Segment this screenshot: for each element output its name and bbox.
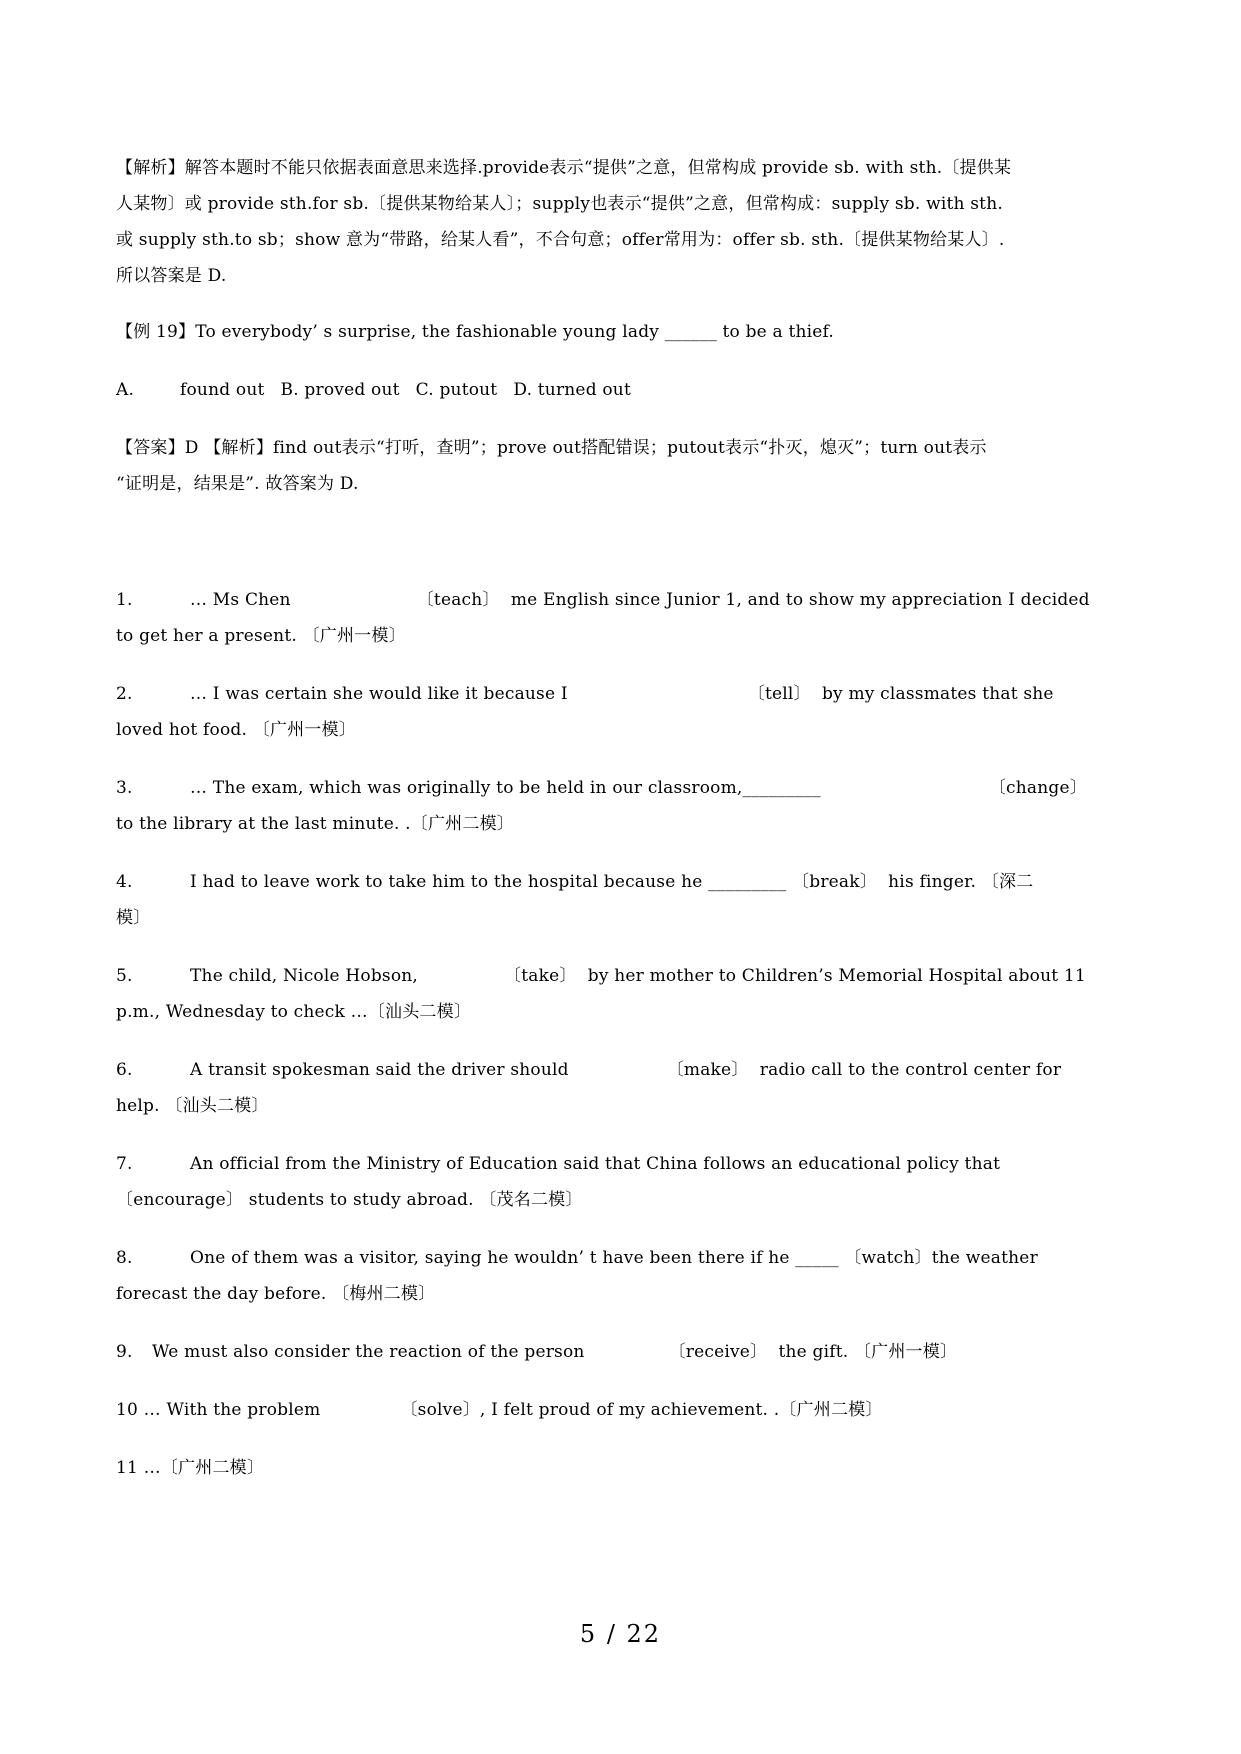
item-text: … The exam, which was originally to be held in our classroom, <box>190 778 743 798</box>
item-number: 1. <box>116 590 133 610</box>
exercise-item <box>116 582 1116 654</box>
option-a: found out <box>180 380 265 400</box>
item-text: his finger. 〔深二 <box>888 872 1034 892</box>
item-number: 11 <box>116 1458 139 1478</box>
page-number: 5 / 22 <box>579 1620 662 1648</box>
exercise-item <box>116 958 1116 1030</box>
analysis-line: 人某物〕或 provide sth.for sb.〔提供某物给某人〕；supply也表示“提供”之意，但常构成：supply sb. with sth. <box>116 194 1003 214</box>
item-text: I had to leave work to take him to the hospital because he <box>190 872 703 892</box>
item-line2: to get her a present. 〔广州一模〕 <box>116 626 406 646</box>
item-hint: 〔break〕 <box>792 872 877 892</box>
option-c: C. putout <box>415 380 498 400</box>
item-hint: 〔receive〕 <box>668 1342 768 1362</box>
item-hint: 〔change〕 <box>988 778 1087 798</box>
item-text: radio call to the control center for <box>759 1060 1062 1080</box>
item-text: …〔广州二模〕 <box>143 1458 265 1478</box>
exercise-item <box>116 676 1116 748</box>
item-hint: 〔solve〕 <box>400 1400 480 1420</box>
item-text: me English since Junior 1, and to show my appreciation I decided <box>510 590 1090 610</box>
answer-line: 【答案】D 【解析】find out表示“打听，查明”；prove out搭配错误；putout表示“扑灭，熄灭”；turn out表示 <box>116 438 987 458</box>
analysis-block <box>116 150 1116 294</box>
item-text: A transit spokesman said the driver should <box>190 1060 569 1080</box>
answer-blank: _________ <box>742 778 821 798</box>
item-number: 7. <box>116 1154 133 1174</box>
item-line2: to the library at the last minute. .〔广州二模〕 <box>116 814 514 834</box>
exercise-item <box>116 1334 1116 1370</box>
exercise-item <box>116 1240 1116 1312</box>
item-text: … I was certain she would like it because I <box>190 684 568 704</box>
section-spacer <box>116 524 1116 582</box>
item-line2: p.m., Wednesday to check …〔汕头二模〕 <box>116 1002 472 1022</box>
exercise-item <box>116 1450 1116 1486</box>
item-text: the gift. 〔广州一模〕 <box>778 1342 958 1362</box>
item-number: 4. <box>116 872 133 892</box>
analysis-line: 所以答案是 D. <box>116 266 227 286</box>
analysis-line: 【解析】解答本题时不能只依据表面意思来选择.provide表示“提供”之意，但常构成 provide sb. with sth.〔提供某 <box>116 158 1012 178</box>
answer-blank: _________ <box>708 872 787 892</box>
item-text: One of them was a visitor, saying he wouldn’ t have been there if he <box>190 1248 790 1268</box>
option-d: D. turned out <box>513 380 631 400</box>
example-answer <box>116 430 1116 502</box>
example-question: 【例 19】To everybody’ s surprise, the fashionable young lady ______ to be a thief. <box>116 322 835 342</box>
analysis-line: 或 supply sth.to sb；show 意为“带路，给某人看”，不合句意；offer常用为：offer sb. sth.〔提供某物给某人〕. <box>116 230 1005 250</box>
item-hint: 〔take〕 <box>504 966 577 986</box>
exercise-item <box>116 864 1116 936</box>
exercise-item <box>116 770 1116 842</box>
item-line2: 模〕 <box>116 908 151 928</box>
item-hint: 〔teach〕 <box>416 590 500 610</box>
item-line2: forecast the day before. 〔梅州二模〕 <box>116 1284 436 1304</box>
option-a-letter: A. <box>116 380 135 400</box>
answer-blank: _____ <box>795 1248 839 1268</box>
item-line2: loved hot food. 〔广州一模〕 <box>116 720 356 740</box>
item-number: 2. <box>116 684 133 704</box>
item-text: … Ms Chen <box>190 590 291 610</box>
exercise-item <box>116 1392 1116 1428</box>
item-hint: 〔tell〕 <box>747 684 811 704</box>
item-number: 10 <box>116 1400 139 1420</box>
option-b: B. proved out <box>280 380 400 400</box>
item-hint: 〔watch〕 <box>844 1248 932 1268</box>
item-text: by her mother to Children’s Memorial Hospital about 11 <box>587 966 1086 986</box>
item-hint: 〔make〕 <box>666 1060 749 1080</box>
item-text: , I felt proud of my achievement. .〔广州二模〕 <box>479 1400 883 1420</box>
exercise-item <box>116 1146 1116 1218</box>
item-text: An official from the Ministry of Education said that China follows an educational policy that <box>190 1154 1001 1174</box>
item-number: 6. <box>116 1060 133 1080</box>
item-number: 3. <box>116 778 133 798</box>
item-text: by my classmates that she <box>821 684 1054 704</box>
item-number: 9. <box>116 1342 133 1362</box>
exercise-item <box>116 1052 1116 1124</box>
item-number: 8. <box>116 1248 133 1268</box>
item-number: 5. <box>116 966 133 986</box>
item-text: We must also consider the reaction of the person <box>152 1342 585 1362</box>
item-line2: 〔encourage〕 students to study abroad. 〔茂名二模〕 <box>116 1190 583 1210</box>
item-text: the weather <box>931 1248 1038 1268</box>
answer-line: “证明是，结果是”. 故答案为 D. <box>116 474 359 494</box>
example-options <box>116 372 1116 408</box>
item-text: … With the problem <box>143 1400 321 1420</box>
page-content <box>116 150 1116 1508</box>
item-line2: help. 〔汕头二模〕 <box>116 1096 269 1116</box>
item-text: The child, Nicole Hobson, <box>190 966 419 986</box>
